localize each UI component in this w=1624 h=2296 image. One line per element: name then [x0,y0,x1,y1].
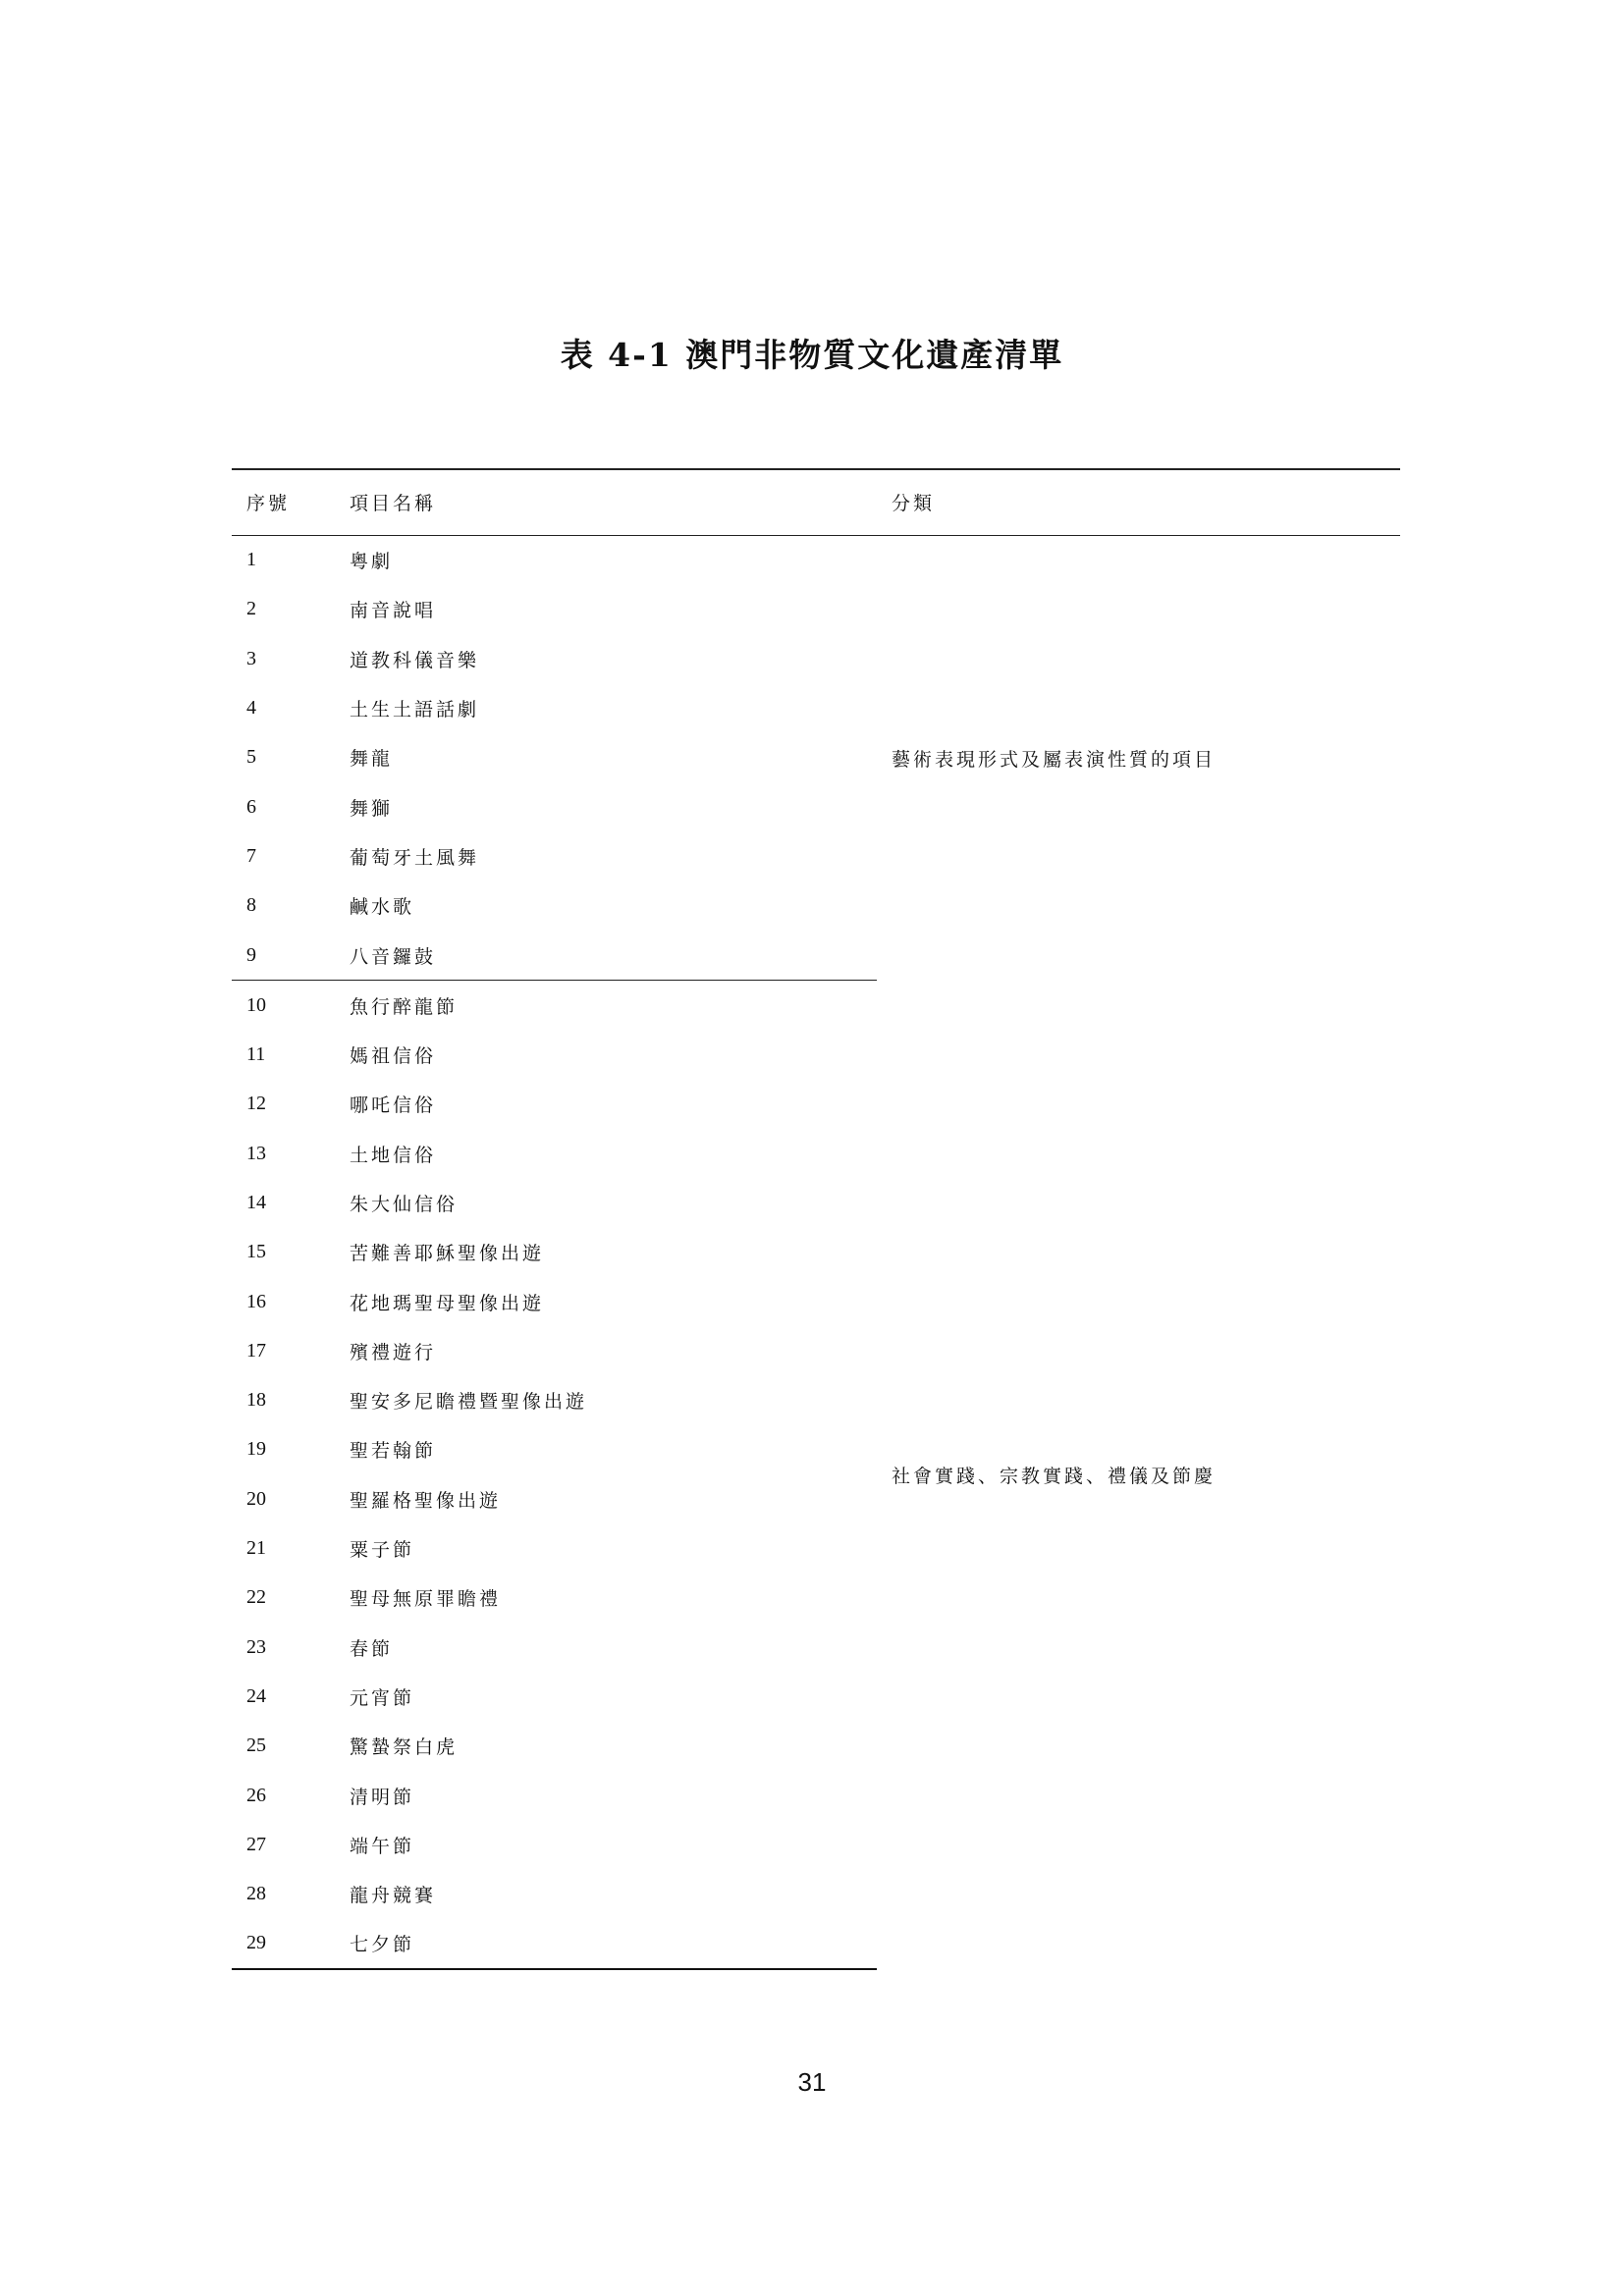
row-number: 20 [246,1487,266,1510]
row-number: 29 [232,1919,335,1969]
item-name: 端午節 [350,1835,415,1857]
item-name: 花地瑪聖母聖像出遊 [350,1292,545,1314]
item-name: 道教科儀音樂 [350,649,480,671]
row-number: 1 [246,549,256,571]
item-name: 苦難善耶穌聖像出遊 [350,1243,545,1265]
row-number: 14 [246,1192,266,1213]
item-name: 八音鑼鼓 [335,931,877,981]
table-row [232,981,1400,1031]
page-number: 31 [797,2067,827,2097]
item-name: 媽祖信俗 [350,1045,437,1068]
category-cell: 藝術表現形式及屬表演性質的項目 [892,748,1217,771]
heritage-table-container [232,468,1400,1970]
item-name: 殯禮遊行 [350,1341,437,1363]
table-title: 表 4-1 澳門非物質文化遺產清單 [560,336,1064,374]
item-name: 鹹水歌 [350,896,415,919]
row-number: 16 [246,1290,266,1312]
row-number: 25 [246,1735,266,1757]
item-name: 舞獅 [350,797,394,820]
row-number: 5 [246,746,256,769]
item-name: 葡萄牙土風舞 [350,846,480,869]
item-name: 聖安多尼瞻禮暨聖像出遊 [350,1391,588,1414]
item-name: 南音說唱 [350,600,437,622]
item-name: 清明節 [350,1786,415,1808]
item-name: 龍舟競賽 [350,1885,437,1907]
item-name: 七夕節 [335,1919,877,1969]
header-name: 項目名稱 [350,493,437,515]
row-number: 2 [246,598,256,620]
row-number: 13 [246,1142,266,1164]
item-name: 粟子節 [350,1539,415,1562]
row-number: 3 [246,647,256,669]
item-name: 驚蟄祭白虎 [350,1736,459,1759]
item-name: 聖母無原罪瞻禮 [350,1588,502,1611]
row-number: 23 [246,1635,266,1658]
item-name: 土地信俗 [350,1144,437,1166]
item-name: 聖若翰節 [350,1440,437,1463]
row-number: 18 [246,1389,266,1412]
header-number: 序號 [246,493,291,515]
heritage-table [232,468,1400,1970]
category-cell: 社會實踐、宗教實踐、禮儀及節慶 [892,1465,1217,1487]
row-number: 28 [246,1883,266,1905]
row-number: 21 [246,1537,266,1560]
item-name: 舞龍 [350,748,394,771]
row-number: 26 [246,1784,266,1806]
table-body [232,535,1400,1969]
item-name: 春節 [350,1637,394,1660]
row-number: 8 [246,894,256,917]
row-number: 22 [246,1586,266,1609]
header-category: 分類 [892,493,936,515]
row-number: 11 [246,1043,266,1066]
row-number: 9 [232,931,335,981]
header-row [232,469,1400,535]
row-number: 6 [246,795,256,818]
item-name: 哪吒信俗 [350,1095,437,1117]
row-number: 17 [246,1339,266,1362]
row-number: 7 [246,844,256,867]
item-name: 元宵節 [350,1686,415,1709]
item-name: 土生土語話劇 [350,699,480,721]
item-name: 魚行醉龍節 [350,995,459,1018]
row-number: 19 [246,1438,266,1461]
row-number: 24 [246,1684,266,1707]
row-number: 12 [246,1093,266,1115]
row-number: 10 [246,993,266,1016]
row-number: 4 [246,697,256,720]
table-header [232,469,1400,535]
item-name: 朱大仙信俗 [350,1194,459,1215]
item-name: 聖羅格聖像出遊 [350,1489,502,1512]
row-number: 15 [246,1241,266,1263]
item-name: 粵劇 [350,551,394,573]
table-row [232,535,1400,585]
row-number: 27 [246,1833,266,1855]
